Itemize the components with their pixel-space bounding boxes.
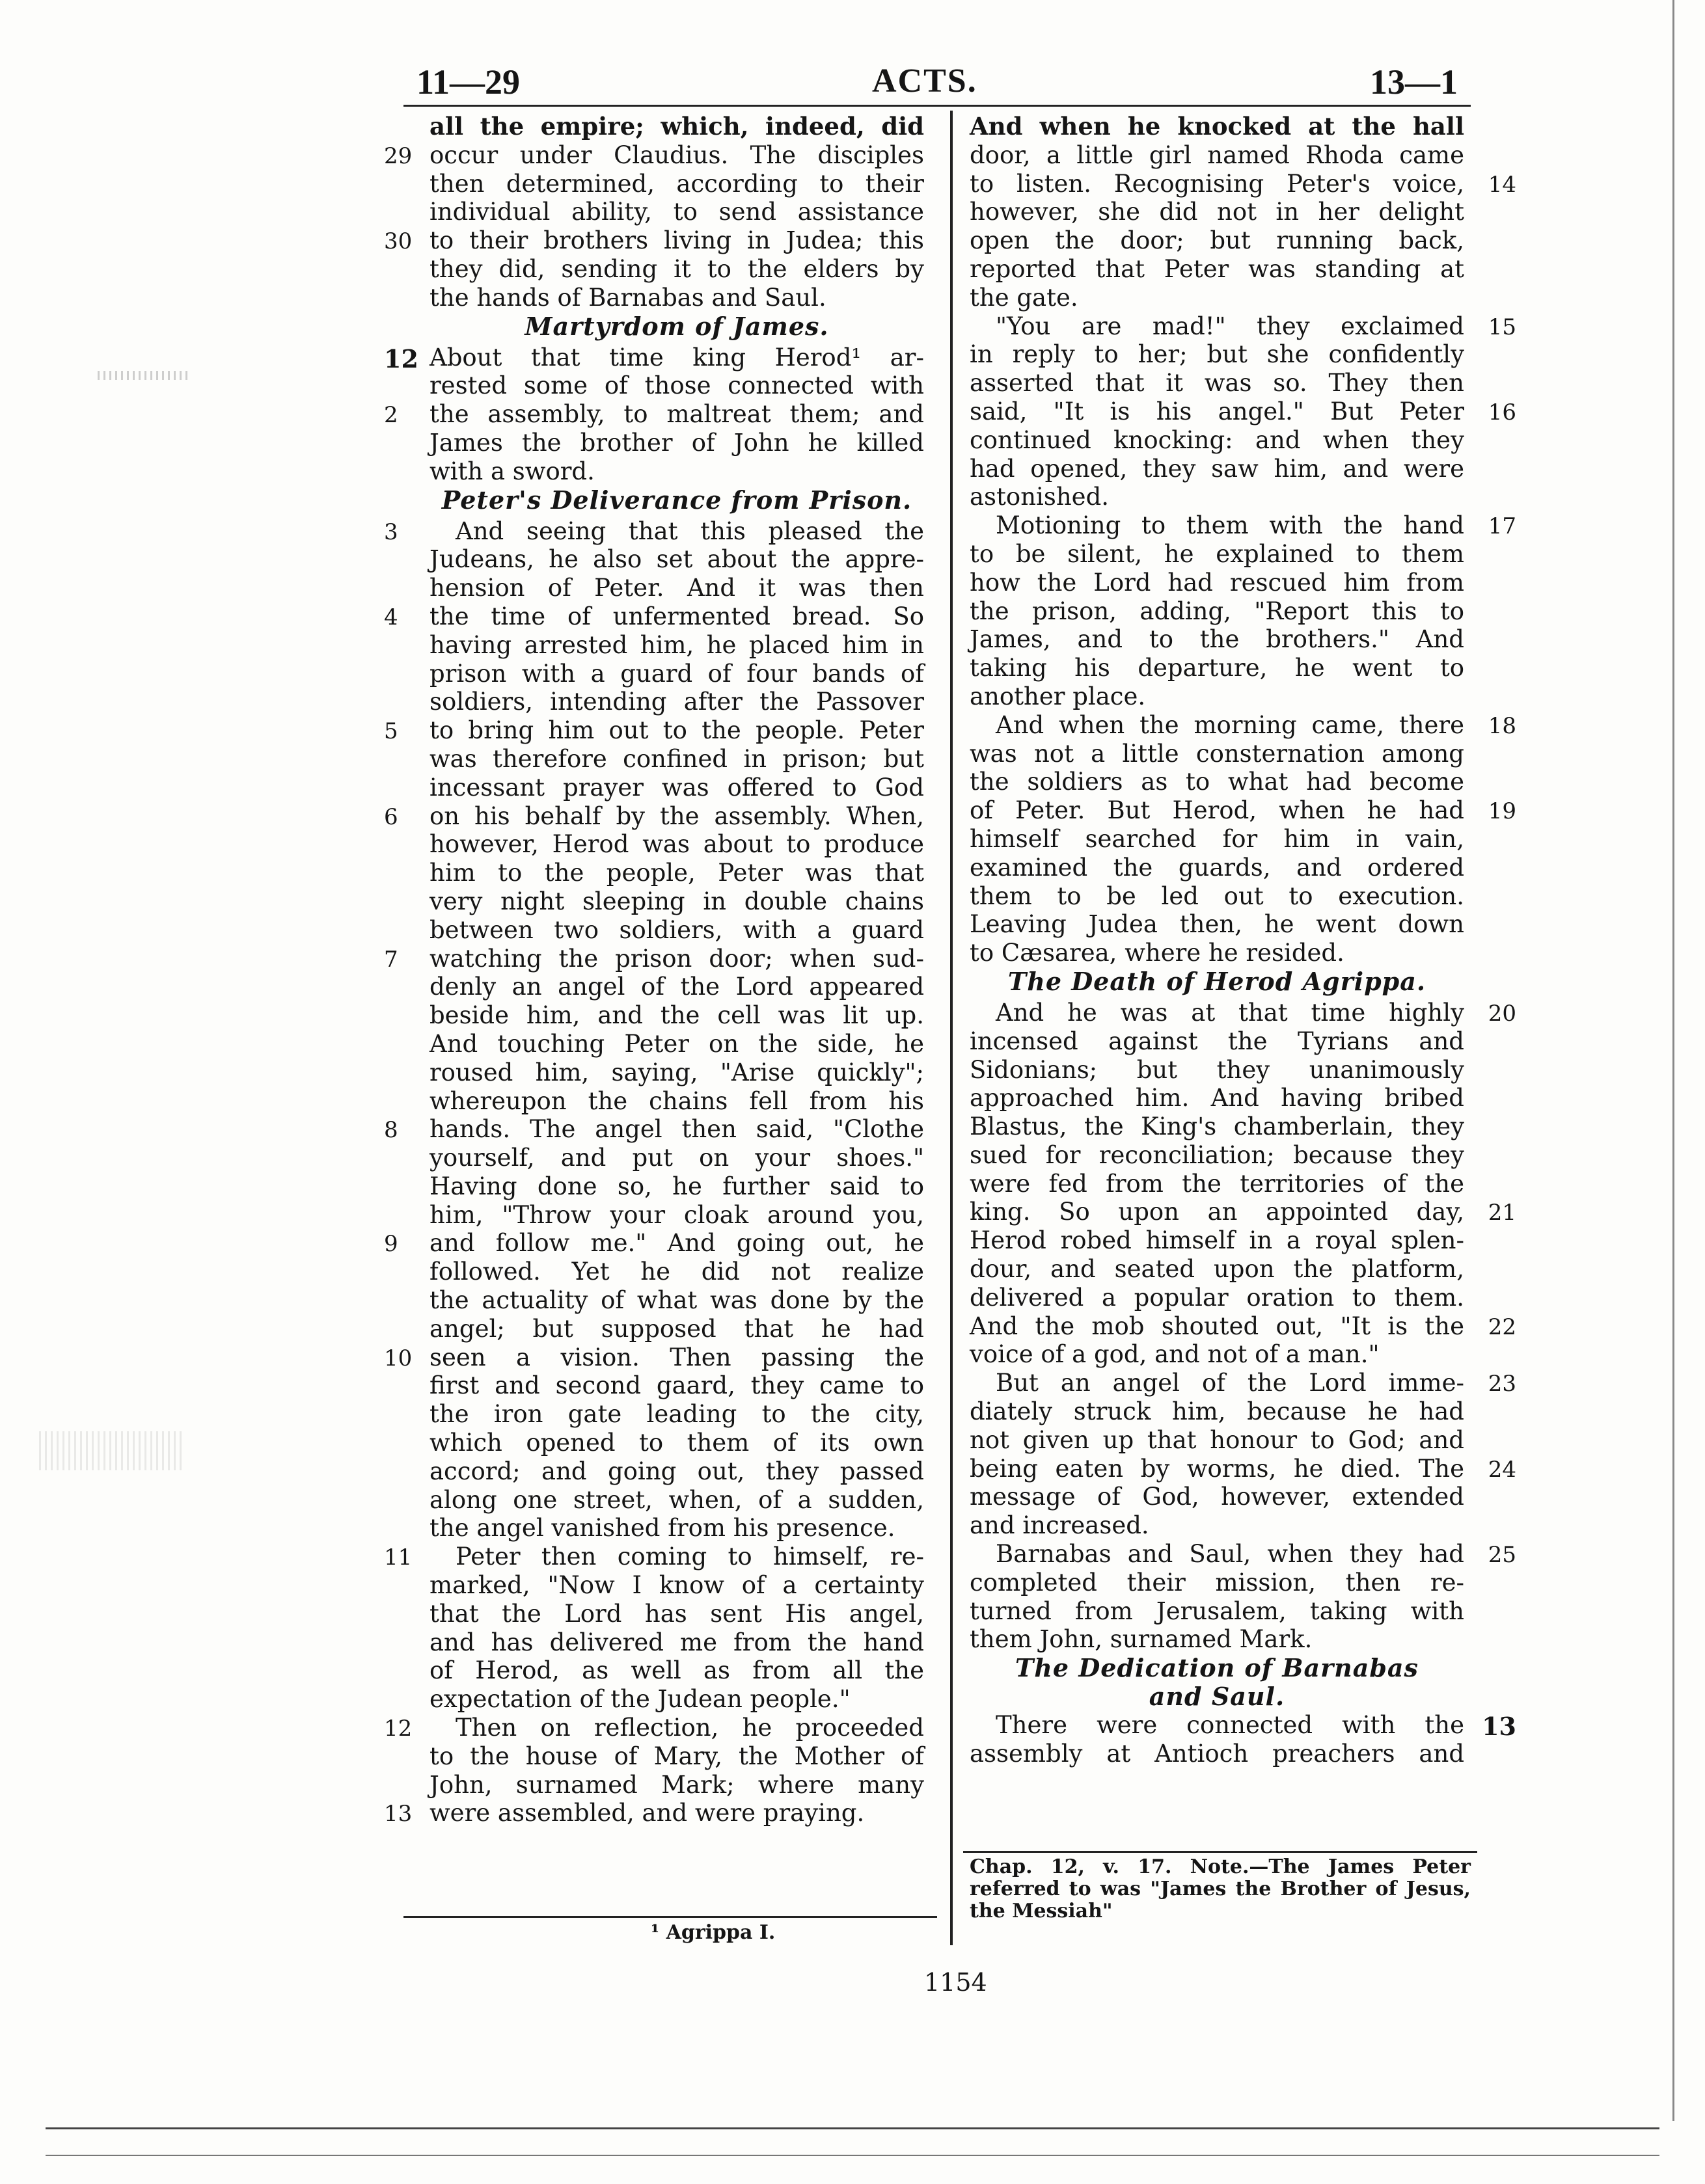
line-text: Herod robed himself in a royal splen- [970,1226,1464,1255]
text-line [970,1540,1516,1569]
line-text: them to be led out to execution. [970,882,1464,910]
text-line [384,1714,924,1742]
text-line [430,574,924,602]
text-line [430,1315,924,1343]
verse-number: 4 [384,604,398,630]
line-text: Motioning to them with the hand [996,511,1464,540]
line-text: to listen. Recognising Peter's voice, [970,169,1464,198]
text-line [970,1056,1464,1085]
text-line [970,825,1464,854]
line-text: said, "It is his angel." But Peter [970,397,1464,425]
text-block [970,998,1516,1654]
line-text: was not a little consternation among [970,739,1464,768]
line-text: had opened, they saw him, and were [970,454,1464,483]
line-text: marked, "Now I know of a certainty [430,1571,924,1600]
text-line [970,768,1464,796]
line-text: Sidonians; but they unanimously [970,1055,1464,1084]
line-text: approached him. And having bribed [970,1084,1464,1112]
text-line [970,740,1464,768]
text-line [384,141,924,170]
header-verse-range-end: 13—1 [1370,62,1458,101]
text-line [970,1625,1464,1654]
line-text: on his behalf by the assembly. When, [430,802,924,830]
line-text: followed. Yet he did not realize [430,1258,924,1286]
header-book-title: ACTS. [872,62,977,100]
line-text: him to the people, Peter was that [430,859,924,887]
footnote-left: ¹ Agrippa I. [651,1921,776,1944]
footnote-rule [403,1916,937,1918]
line-text: with a sword. [430,457,595,485]
text-line [970,284,1464,312]
verse-number: 2 [384,402,398,429]
text-line [970,540,1464,569]
line-text: the gate. [970,283,1078,312]
line-text: seen a vision. Then passing the [430,1343,924,1371]
scan-edge-bottom [46,2127,1659,2129]
text-line [970,483,1464,511]
text-line [970,1027,1464,1056]
line-text: hands. The angel then said, "Clothe [430,1115,924,1144]
footnote-line: referred to was "James the Brother of Jesus, [970,1878,1471,1900]
text-line [970,141,1464,170]
text-line [970,397,1516,426]
text-block [384,517,924,1828]
line-text: occur under Claudius. The disciples [430,141,924,169]
line-text: asserted that it was so. They then [970,369,1464,398]
text-line [970,1426,1464,1455]
verse-number: 9 [384,1231,398,1258]
text-line [384,802,924,831]
header-rule [403,105,1471,107]
text-line [384,1799,924,1827]
line-text: accord; and going out, they passed [430,1457,924,1485]
line-text: open the door; but running back, [970,226,1464,255]
text-line [970,597,1464,626]
line-text: yourself, and put on your shoes." [430,1144,924,1172]
text-line [430,1144,924,1172]
text-line [970,340,1464,369]
line-text: they did, sending it to the elders by [430,254,924,283]
text-line [970,1483,1464,1511]
verse-number: 7 [384,946,398,973]
verse-number: 30 [384,228,413,255]
line-text: how the Lord had rescued him from [970,568,1464,597]
line-text: diately struck him, because he had [970,1397,1464,1426]
verse-number: 17 [1488,513,1516,540]
line-text: Judeans, he also set about the appre- [430,545,924,574]
line-text: to Cæsarea, where he resided. [970,939,1344,967]
line-text: king. So upon an appointed day, [970,1198,1464,1226]
section-heading: The Death of Herod Agrippa. [1007,966,1426,996]
verse-number: 11 [384,1544,413,1571]
line-text: and has delivered me from the hand [430,1628,924,1656]
line-text: reported that Peter was standing at [970,254,1464,283]
text-line [970,1454,1516,1483]
line-text: Barnabas and Saul, when they had [996,1540,1464,1569]
line-text: having arrested him, he placed him in [430,630,924,659]
section-heading: Martyrdom of James. [525,311,829,341]
verse-number: 14 [1488,171,1516,198]
text-line [970,710,1516,740]
text-block [970,112,1516,967]
section-heading: and Saul. [1149,1682,1285,1712]
text-line [384,400,924,429]
text-line [430,371,924,400]
footnote-rule [963,1851,1477,1853]
line-text: which opened to them of its own [430,1429,924,1457]
text-line [430,1058,924,1087]
line-text: beside him, and the cell was lit up. [430,1001,924,1030]
line-text: the iron gate leading to the city, [430,1400,924,1429]
verse-number: 20 [1488,1000,1516,1027]
line-text: "You are mad!" they exclaimed [996,312,1464,340]
text-line [970,1284,1464,1312]
line-text: turned from Jerusalem, taking with [970,1597,1464,1625]
line-text: first and second gaard, they came to [430,1371,924,1400]
text-line [430,113,924,141]
verse-number: 22 [1488,1314,1516,1340]
line-text: the angel vanished from his presence. [430,1514,895,1543]
chapter-number: 12 [384,344,418,373]
text-line [430,457,924,486]
text-line [430,1087,924,1116]
text-line [384,602,924,631]
text-line [384,517,924,546]
text-line [430,887,924,916]
scan-edge-right [1672,0,1674,2121]
text-line [970,1198,1516,1226]
verse-number: 16 [1488,399,1516,425]
text-line [430,198,924,226]
text-line [970,1340,1464,1369]
line-text: individual ability, to send assistance [430,198,924,226]
text-line [430,1685,924,1714]
text-line [970,1511,1464,1540]
text-line [430,745,924,774]
line-text: Blastus, the King's chamberlain, they [970,1112,1464,1141]
column-separator [950,111,953,1945]
text-line [384,226,924,255]
verse-number: 15 [1488,314,1516,340]
text-line [970,1112,1464,1141]
line-text: message of God, however, extended [970,1483,1464,1511]
line-text: very night sleeping in double chains [430,887,924,915]
text-line [430,1400,924,1429]
text-line [430,1371,924,1400]
line-text: to the house of Mary, the Mother of [430,1742,924,1770]
line-text: and increased. [970,1511,1149,1540]
line-text: however, she did not in her delight [970,198,1464,226]
line-text: About that time king Herod¹ ar- [430,343,924,371]
line-text: assembly at Antioch preachers and [970,1739,1464,1768]
text-line [430,284,924,312]
line-text: another place. [970,682,1146,710]
line-text: And touching Peter on the side, he [430,1029,924,1058]
text-line [430,255,924,284]
line-text: not given up that honour to God; and [970,1425,1464,1454]
verse-number: 10 [384,1345,413,1371]
text-line [970,369,1464,398]
text-line [384,1343,924,1372]
line-text: examined the guards, and ordered [970,853,1464,882]
verse-number: 13 [384,1801,413,1827]
section-heading: Peter's Deliverance from Prison. [441,485,912,515]
line-text: And when he knocked at the hall [970,112,1464,141]
text-line [430,429,924,457]
text-line [430,1571,924,1600]
line-text: expectation of the Judean people." [430,1685,851,1714]
line-text: And the mob shouted out, "It is the [970,1312,1464,1340]
line-text: however, Herod was about to produce [430,830,924,859]
line-text: the hands of Barnabas and Saul. [430,283,826,312]
text-line [430,1457,924,1486]
document-page [384,62,1516,1997]
line-text: in reply to her; but she confidently [970,340,1464,369]
text-line [430,660,924,688]
text-line [970,1740,1464,1768]
verse-number: 5 [384,718,398,745]
line-text: to their brothers living in Judea; this [430,226,924,255]
text-line [430,859,924,887]
line-text: himself searched for him in vain, [970,824,1464,853]
line-text: to bring him out to the people. Peter [430,716,924,745]
line-text: to be silent, he explained to them [970,539,1464,568]
verse-number: 25 [1488,1542,1516,1569]
text-block [384,112,924,312]
verse-number: 8 [384,1117,398,1144]
line-text: Leaving Judea then, he went down [970,910,1464,939]
text-line [430,1258,924,1286]
text-line [430,688,924,716]
verse-number: 19 [1488,798,1516,825]
text-line [430,973,924,1001]
line-text: them John, surnamed Mark. [970,1625,1313,1654]
verse-number: 18 [1488,712,1516,739]
line-text: John, surnamed Mark; where many [430,1770,924,1799]
text-line [970,1710,1516,1741]
line-text: completed their mission, then re- [970,1568,1464,1597]
text-line [430,545,924,574]
text-line [970,198,1464,226]
line-text: watching the prison door; when sud- [430,944,924,973]
line-text: But an angel of the Lord imme- [996,1369,1464,1397]
text-line [970,113,1464,141]
line-text: Peter then coming to himself, re- [456,1543,924,1571]
verse-number: 6 [384,803,398,830]
text-line [970,255,1464,284]
text-block [970,1710,1516,1768]
right-column [970,112,1516,1768]
text-line [384,343,924,373]
text-line [430,830,924,859]
line-text: the time of unfermented bread. So [430,602,924,630]
text-line [970,1084,1464,1112]
scan-edge-bottom [46,2155,1659,2156]
text-line [430,1486,924,1515]
text-line [970,312,1516,341]
line-text: prison with a guard of four bands of [430,659,924,688]
scan-speck [98,371,189,380]
line-text: were assembled, and were praying. [430,1799,865,1827]
line-text: roused him, saying, "Arise quickly"; [430,1058,924,1086]
text-line [384,1543,924,1571]
text-line [970,910,1464,939]
text-line [970,1397,1464,1426]
text-line [970,939,1464,967]
text-line [970,426,1464,455]
text-line [970,455,1464,483]
line-text: the actuality of what was done by the [430,1286,924,1315]
line-text: continued knocking: and when they [970,425,1464,454]
page-number: 1154 [924,1968,987,1997]
text-line [384,1115,924,1144]
text-line [430,1600,924,1628]
text-line [430,1201,924,1230]
line-text: incensed against the Tyrians and [970,1027,1464,1055]
text-block [384,343,924,486]
verse-number: 24 [1488,1456,1516,1483]
text-line [970,882,1464,911]
scan-speck [39,1431,182,1470]
text-line [430,170,924,198]
line-text: all the empire; which, indeed, did [430,112,924,141]
line-text: the prison, adding, "Report this to [970,597,1464,625]
line-text: door, a little girl named Rhoda came [970,141,1464,169]
line-text: And when the morning came, there [996,710,1464,739]
line-text: then determined, according to their [430,169,924,198]
text-line [970,1369,1516,1397]
running-header [390,62,1484,107]
line-text: was therefore confined in prison; but [430,744,924,773]
text-line [970,1255,1464,1284]
line-text: the soldiers as to what had become [970,768,1464,796]
text-line [970,625,1464,654]
text-line [384,944,924,973]
line-text: rested some of those connected with [430,371,924,400]
line-text: Having done so, he further said to [430,1172,924,1200]
text-line [430,1001,924,1030]
line-text: that the Lord has sent His angel, [430,1599,924,1628]
line-text: of Herod, as well as from all the [430,1656,924,1685]
text-line [970,796,1516,825]
verse-number: 12 [384,1716,413,1742]
verse-number: 23 [1488,1371,1516,1397]
line-text: delivered a popular oration to them. [970,1283,1464,1312]
line-text: hension of Peter. And it was then [430,574,924,602]
line-text: denly an angel of the Lord appeared [430,973,924,1001]
text-line [430,774,924,802]
text-line [970,226,1464,255]
line-text: taking his departure, he went to [970,654,1464,682]
section-heading: The Dedication of Barnabas [1015,1653,1419,1683]
text-line [970,169,1516,198]
text-line [970,1226,1464,1255]
text-line [430,1742,924,1771]
line-text: between two soldiers, with a guard [430,915,924,944]
header-verse-range-start: 11—29 [416,62,521,101]
line-text: angel; but supposed that he had [430,1314,924,1343]
text-line [384,1229,924,1258]
text-line [430,1514,924,1543]
text-line [970,854,1464,882]
line-text: incessant prayer was offered to God [430,773,924,802]
text-line [970,1597,1464,1626]
line-text: James the brother of John he killed [430,428,924,457]
text-line [384,716,924,745]
text-line [970,1141,1464,1170]
line-text: voice of a god, and not of a man." [970,1340,1380,1369]
verse-number: 29 [384,142,413,169]
text-line [970,511,1516,540]
line-text: being eaten by worms, he died. The [970,1454,1464,1483]
footnote-line: Chap. 12, v. 17. Note.—The James Peter [970,1855,1471,1878]
text-line [970,1312,1516,1341]
verse-number: 3 [384,519,398,545]
line-text: There were connected with the [996,1710,1464,1739]
line-text: along one street, when, of a sudden, [430,1485,924,1514]
line-text: James, and to the brothers." And [970,625,1464,654]
text-line [430,1172,924,1201]
line-text: And seeing that this pleased the [456,517,924,545]
text-line [970,682,1464,711]
text-line [970,654,1464,682]
text-line [430,1030,924,1058]
text-line [430,1429,924,1457]
footnote-line: the Messiah" [970,1900,1113,1922]
text-line [430,631,924,660]
line-text: And he was at that time highly [996,998,1464,1027]
text-line [430,1286,924,1315]
text-line [970,569,1464,597]
line-text: of Peter. But Herod, when he had [970,796,1464,825]
line-text: dour, and seated upon the platform, [970,1255,1464,1284]
text-line [970,998,1516,1027]
line-text: the assembly, to maltreat them; and [430,400,924,429]
line-text: whereupon the chains fell from his [430,1086,924,1115]
text-line [970,1170,1464,1198]
chapter-number: 13 [1482,1711,1516,1741]
line-text: Then on reflection, he proceeded [456,1714,924,1742]
text-line [970,1569,1464,1597]
line-text: and follow me." And going out, he [430,1229,924,1258]
left-column [384,112,924,1827]
text-line [430,916,924,945]
verse-number: 21 [1488,1200,1516,1226]
line-text: were fed from the territories of the [970,1169,1464,1198]
line-text: astonished. [970,483,1110,511]
text-line [430,1656,924,1685]
line-text: him, "Throw your cloak around you, [430,1200,924,1229]
footnote-right [970,1856,1471,1922]
line-text: soldiers, intending after the Passover [430,688,924,716]
line-text: sued for reconciliation; because they [970,1140,1464,1169]
text-line [430,1628,924,1657]
text-line [430,1771,924,1800]
